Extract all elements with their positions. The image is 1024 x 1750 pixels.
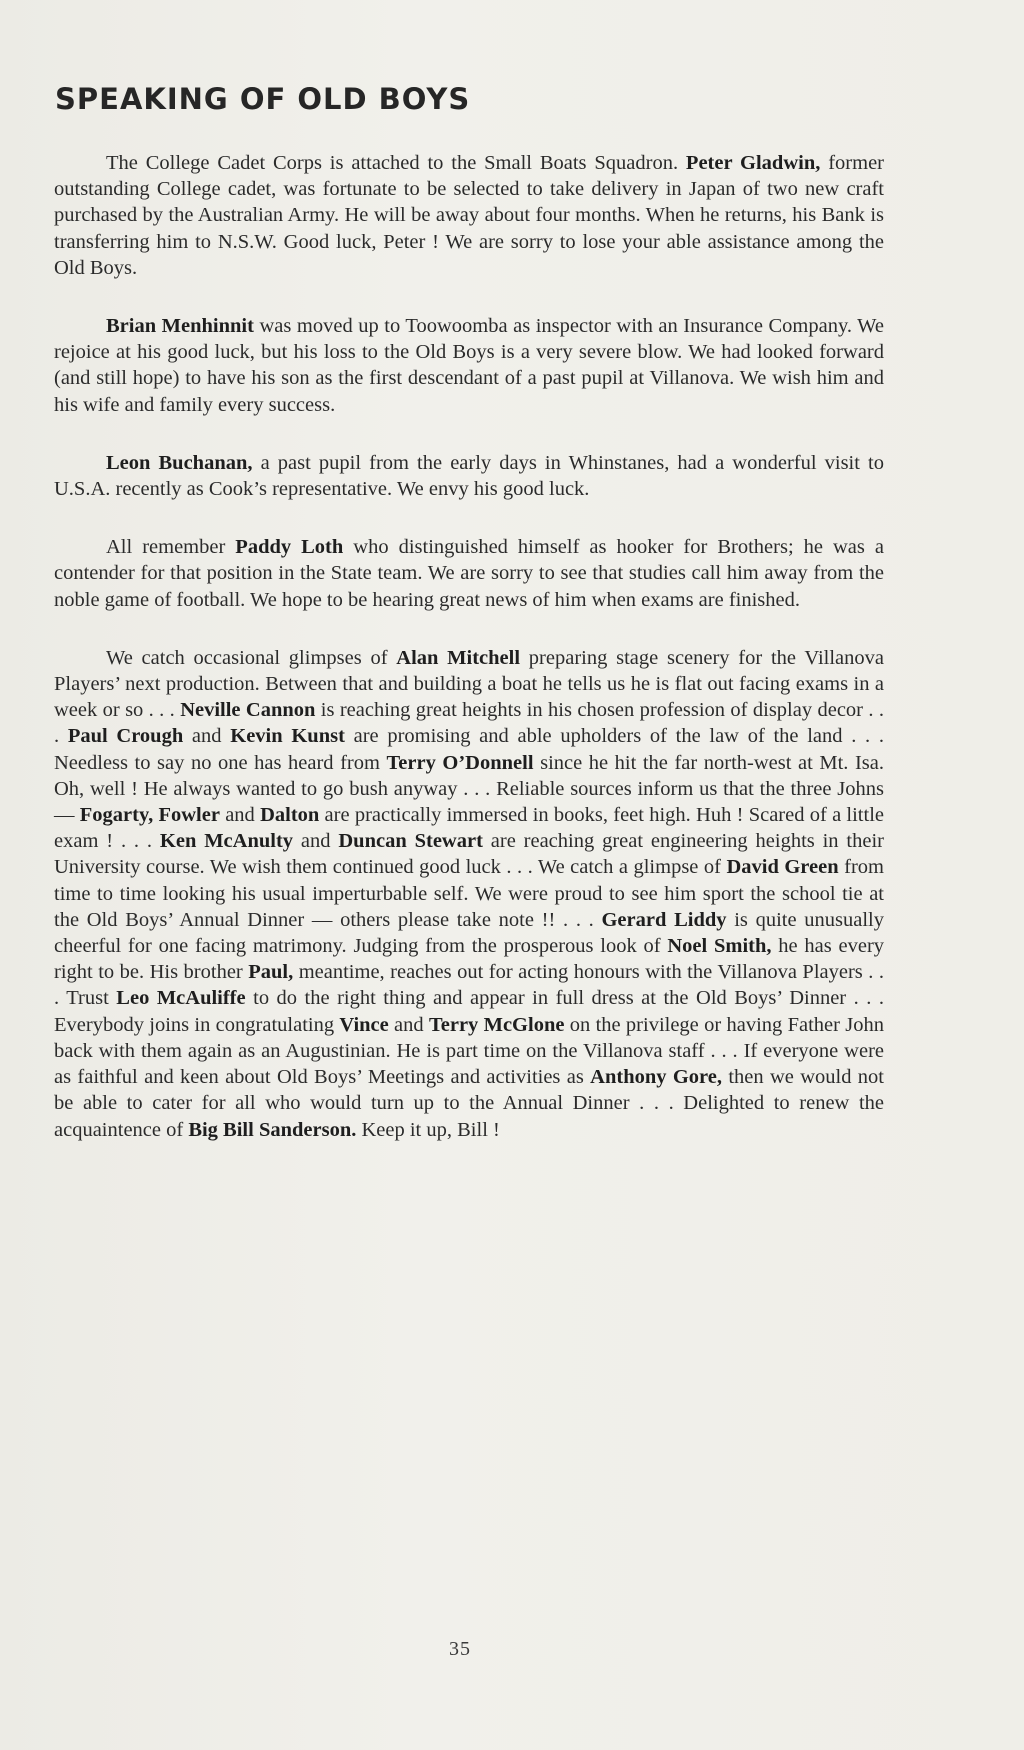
paragraph-text: is reaching great heights in his chosen profession of display decor . . . xyxy=(54,699,884,748)
old-boy-name: Alan Mitchell xyxy=(396,646,521,669)
old-boy-name: Noel Smith, xyxy=(667,935,772,958)
article-paragraph xyxy=(54,313,884,418)
page-title: SPEAKING OF OLD BOYS xyxy=(55,82,471,116)
paragraph-text: is quite unusually cheerful for one facing matrimony. Judging from the prosperous look of xyxy=(54,908,884,958)
article-body xyxy=(54,150,884,1143)
old-boy-name: Paul Crough xyxy=(67,725,184,748)
old-boy-name: Terry O’Donnell xyxy=(386,751,534,774)
paragraph-text: Keep it up, Bill ! xyxy=(356,1118,500,1141)
old-boy-name: Vince xyxy=(339,1013,389,1036)
paragraph-text: he has every right to be. His brother xyxy=(54,935,885,984)
paragraph-text: to do the right thing and appear in full dress at the Old Boys’ Dinner . . . Everybody joins in congratulating xyxy=(54,987,884,1036)
old-boy-name: David Green xyxy=(726,856,839,879)
paragraph-text: since he hit the far north-west at Mt. Isa. Oh, well ! He always wanted to go bush anyway . . . Reliable sources inform us that the three Johns — xyxy=(54,751,884,827)
old-boy-name: Leon Buchanan, xyxy=(106,451,253,474)
paragraph-text: and xyxy=(293,830,339,853)
paragraph-text: then we would not be able to cater for all who would turn up to the Annual Dinner . . . Delighted to renew the acquaintence of xyxy=(54,1066,884,1141)
old-boy-name: Brian Menhinnit xyxy=(106,315,254,338)
paragraph-text: a past pupil from the early days in Whinstanes, had a wonderful visit to U.S.A. recently as Cook’s representative. We envy his good luck. xyxy=(54,451,884,501)
paragraph-text: All remember xyxy=(106,536,236,559)
paragraph-text: are promising and able upholders of the law of the land . . . Needless to say no one has heard from xyxy=(54,725,884,774)
old-boy-name: Peter Gladwin, xyxy=(685,152,821,174)
old-boy-name: Big Bill Sanderson. xyxy=(188,1118,357,1141)
paragraph-text: former outstanding College cadet, was fortunate to be selected to take delivery in Japan of two new craft purchased by the Australian Army. He will be away about four months. When he returns, his Bank is transferring him to N.S.W. Good luck, Peter ! We are sorry to lose your able assistance among the Old Boys. xyxy=(54,152,884,279)
article-paragraph xyxy=(54,450,884,502)
article-paragraph xyxy=(54,150,884,281)
paragraph-text: We catch occasional glimpses of xyxy=(106,646,397,669)
old-boy-name: Dalton xyxy=(260,804,320,827)
old-boy-name: Ken McAnulty xyxy=(159,830,294,853)
paragraph-text: on the privilege or having Father John back with them again as an Augustinian. He is part time on the Villanova staff . . . If everyone were as faithful and keen about Old Boys’ Meetings and activities as xyxy=(54,1013,884,1089)
paragraph-text: preparing stage scenery for the Villanova Players’ next production. Between that and building a boat he tells us he is flat out facing exams in a week or so . . . xyxy=(54,646,884,722)
old-boy-name: Paul, xyxy=(248,961,294,984)
paragraph-text: meantime, reaches out for acting honours with the Villanova Players . . . Trust xyxy=(54,961,884,1010)
old-boy-name: Duncan Stewart xyxy=(338,830,483,853)
paragraph-text: and xyxy=(219,804,261,827)
old-boy-name: Anthony Gore, xyxy=(590,1066,722,1089)
page-number: 35 xyxy=(449,1638,471,1660)
paragraph-text: and xyxy=(183,725,231,748)
paragraph-text: The College Cadet Corps is attached to the Small Boats Squadron. xyxy=(106,152,686,174)
old-boy-name: Terry McGlone xyxy=(428,1013,565,1036)
article-paragraph xyxy=(54,645,884,1143)
old-boy-name: Paddy Loth xyxy=(235,536,344,559)
paragraph-text: and xyxy=(388,1013,429,1036)
old-boy-name: Fogarty, Fowler xyxy=(79,804,220,827)
old-boy-name: Neville Cannon xyxy=(180,699,316,722)
paragraph-text: who distinguished himself as hooker for Brothers; he was a contender for that position in the State team. We are sorry to see that studies call him away from the noble game of football. We hope to be hearing great news of him when exams are finished. xyxy=(54,536,884,611)
old-boy-name: Gerard Liddy xyxy=(601,908,727,931)
old-boy-name: Kevin Kunst xyxy=(230,725,345,748)
paragraph-text: are practically immersed in books, feet high. Huh ! Scared of a little exam ! . . . xyxy=(54,804,884,853)
paragraph-text: are reaching great engineering heights in their University course. We wish them continued good luck . . . We catch a glimpse of xyxy=(54,830,884,879)
paragraph-text: was moved up to Toowoomba as inspector with an Insurance Company. We rejoice at his good luck, but his loss to the Old Boys is a very severe blow. We had looked forward (and still hope) to have his son as the first descendant of a past pupil at Villanova. We wish him and his wife and family every success. xyxy=(54,315,884,416)
old-boy-name: Leo McAuliffe xyxy=(116,987,246,1010)
article-paragraph xyxy=(54,534,884,613)
paragraph-text: from time to time looking his usual imperturbable self. We were proud to see him sport the school tie at the Old Boys’ Annual Dinner — others please take note !! . . . xyxy=(54,856,884,931)
